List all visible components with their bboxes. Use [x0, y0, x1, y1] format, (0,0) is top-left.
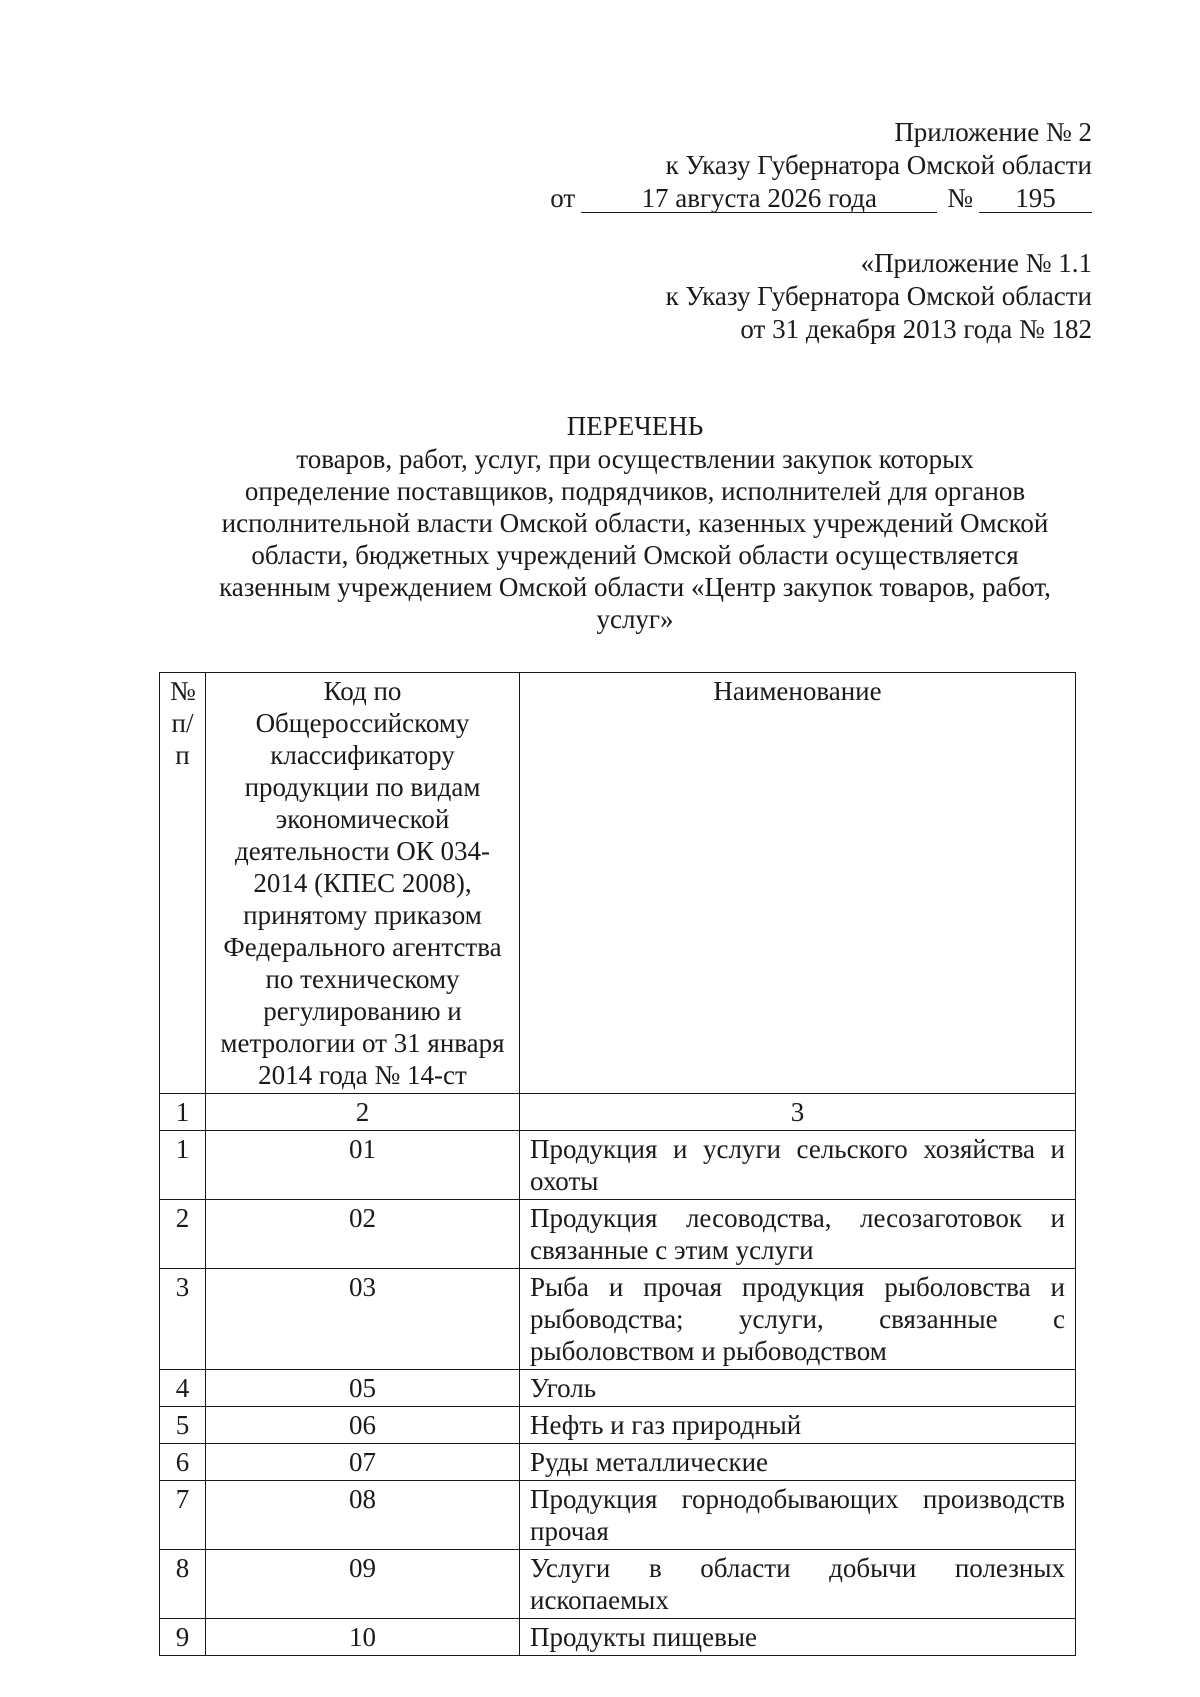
- row-code: 03: [206, 1269, 520, 1370]
- row-name: Рыба и прочая продукция рыболовства и рыбоводства; услуги, связанные с рыболовством и рыбоводством: [520, 1269, 1076, 1370]
- subtitle-line: товаров, работ, услуг, при осуществлении закупок которых: [296, 444, 974, 474]
- row-code: 01: [206, 1131, 520, 1200]
- appendix-2-reference: [550, 116, 1092, 215]
- row-name: Услуги в области добычи полезных ископаемых: [520, 1550, 1076, 1619]
- column-number: 1: [160, 1094, 206, 1131]
- appendix-1-1-decree-line: к Указу Губернатора Омской области: [665, 281, 1092, 311]
- row-number: 1: [160, 1131, 206, 1200]
- table-row: [160, 1444, 1076, 1481]
- row-number: 9: [160, 1619, 206, 1656]
- row-name: Нефть и газ природный: [520, 1407, 1076, 1444]
- row-number: 6: [160, 1444, 206, 1481]
- row-name: Продукты пищевые: [520, 1619, 1076, 1656]
- row-code: 07: [206, 1444, 520, 1481]
- table-row: [160, 1481, 1076, 1550]
- table-row: [160, 1550, 1076, 1619]
- subtitle-line: казенным учреждением Омской области «Центр закупок товаров, работ,: [219, 572, 1051, 602]
- decree-number: 195: [979, 184, 1092, 213]
- header-number: № п/п: [160, 673, 206, 1094]
- row-name: Продукция горнодобывающих производств прочая: [520, 1481, 1076, 1550]
- row-code: 06: [206, 1407, 520, 1444]
- document-subtitle: [150, 443, 1120, 635]
- subtitle-line: исполнительной власти Омской области, казенных учреждений Омской: [221, 508, 1049, 538]
- row-code: 10: [206, 1619, 520, 1656]
- row-name: Продукция лесоводства, лесозаготовок и связанные с этим услуги: [520, 1200, 1076, 1269]
- document-title-block: [150, 410, 1120, 635]
- row-number: 8: [160, 1550, 206, 1619]
- number-label: №: [947, 183, 973, 213]
- row-name: Продукция и услуги сельского хозяйства и охоты: [520, 1131, 1076, 1200]
- row-code: 05: [206, 1370, 520, 1407]
- header-code: Код по Общероссийскому классификатору продукции по видам экономической деятельности ОК 034-2014 (КПЕС 2008), принятому приказом Федерального агентства по техническому регулированию и метрологии от 31 января 2014 года № 14-ст: [206, 673, 520, 1094]
- procurement-list-table: [159, 672, 1076, 1656]
- table-header-row: [160, 673, 1076, 1094]
- appendix-2-decree-line: к Указу Губернатора Омской области: [665, 150, 1092, 180]
- row-name: Уголь: [520, 1370, 1076, 1407]
- appendix-1-1-date-line: от 31 декабря 2013 года № 182: [740, 314, 1092, 344]
- appendix-2-title: Приложение № 2: [894, 117, 1092, 147]
- document-title: ПЕРЕЧЕНЬ: [566, 411, 704, 441]
- row-number: 7: [160, 1481, 206, 1550]
- appendix-1-1-title: «Приложение № 1.1: [860, 248, 1092, 278]
- row-code: 02: [206, 1200, 520, 1269]
- subtitle-line: определение поставщиков, подрядчиков, исполнителей для органов: [244, 476, 1026, 506]
- header-name: Наименование: [520, 673, 1076, 1094]
- subtitle-line: области, бюджетных учреждений Омской области осуществляется: [251, 540, 1019, 570]
- column-number-row: [160, 1094, 1076, 1131]
- row-number: 3: [160, 1269, 206, 1370]
- column-number: 3: [520, 1094, 1076, 1131]
- subtitle-line: услуг»: [596, 604, 674, 634]
- decree-date: 17 августа 2026 года: [581, 184, 937, 213]
- row-number: 2: [160, 1200, 206, 1269]
- table-row: [160, 1407, 1076, 1444]
- table-row: [160, 1269, 1076, 1370]
- table-row: [160, 1370, 1076, 1407]
- row-number: 4: [160, 1370, 206, 1407]
- appendix-2-date-line: [550, 182, 1092, 215]
- table-row: [160, 1619, 1076, 1656]
- row-name: Руды металлические: [520, 1444, 1076, 1481]
- column-number: 2: [206, 1094, 520, 1131]
- row-code: 09: [206, 1550, 520, 1619]
- row-number: 5: [160, 1407, 206, 1444]
- table-row: [160, 1131, 1076, 1200]
- row-code: 08: [206, 1481, 520, 1550]
- appendix-1-1-reference: [666, 247, 1092, 346]
- table-row: [160, 1200, 1076, 1269]
- from-label: от: [550, 183, 576, 213]
